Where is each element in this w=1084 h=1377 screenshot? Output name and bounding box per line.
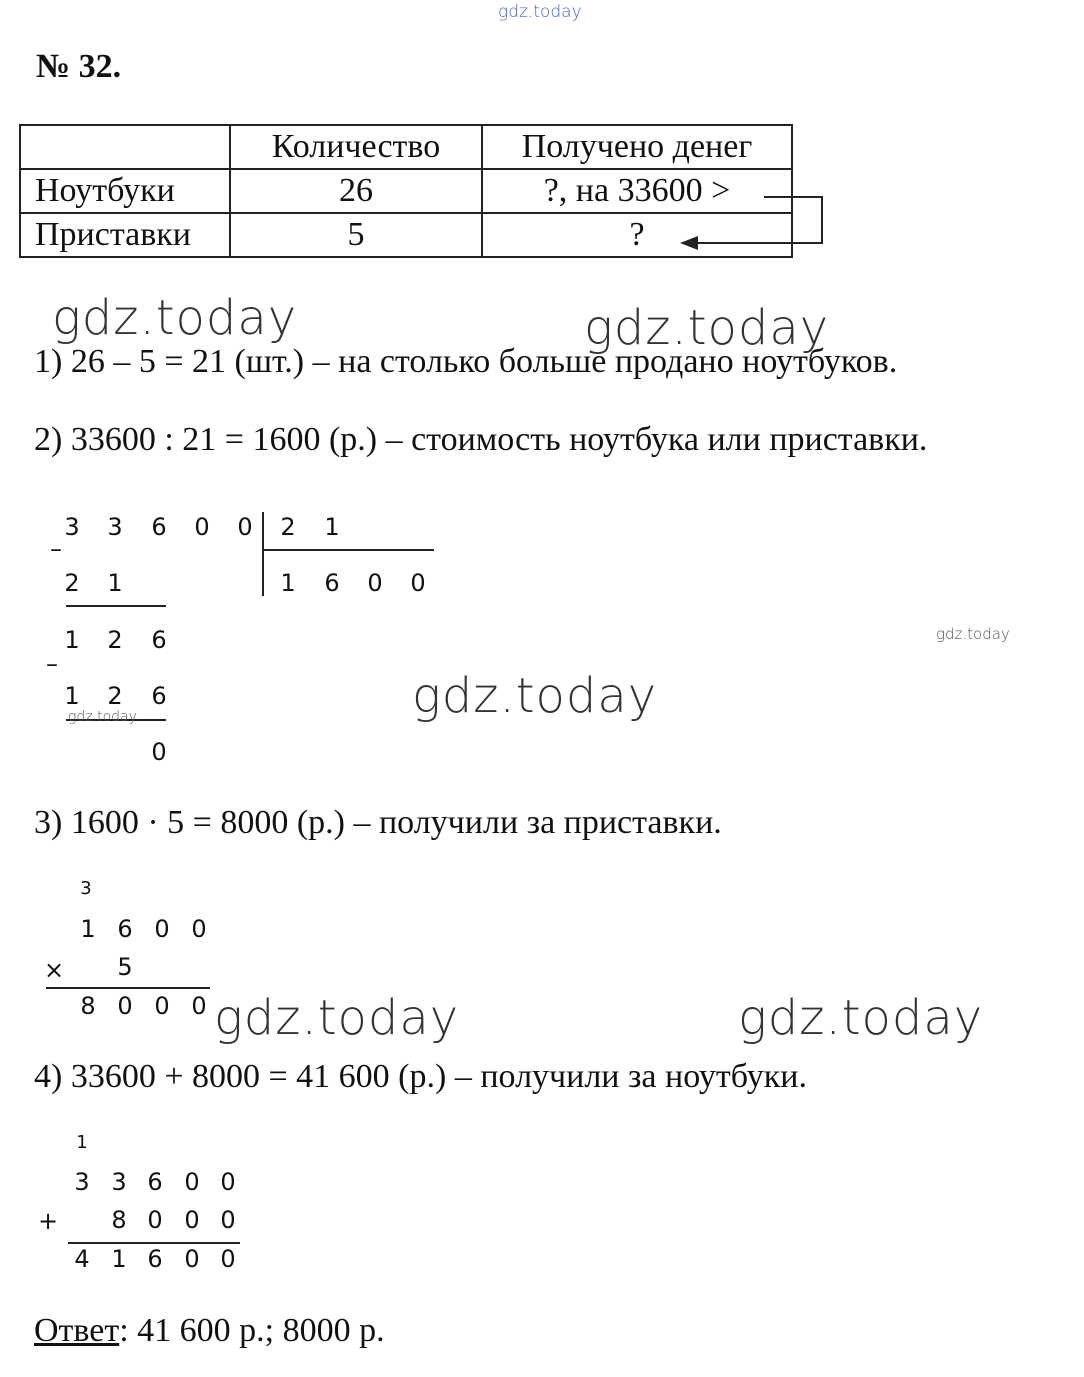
watermark: gdz.today (584, 300, 830, 356)
problem-number: № 32. (36, 48, 122, 85)
table-header-cell: Количество (230, 125, 482, 169)
table-cell: ?, на 33600 > (482, 169, 792, 213)
minus-sign: – (50, 535, 62, 563)
watermark: gdz.today (214, 990, 460, 1046)
digit: 8 (80, 992, 96, 1020)
minus-sign: – (46, 650, 58, 678)
digit: 8 (111, 1206, 127, 1234)
digit: 0 (410, 569, 426, 597)
digit: 6 (147, 1245, 163, 1273)
table-header-row (20, 125, 792, 169)
table-cell: 5 (230, 213, 482, 257)
solution-step-2: 2) 33600 : 21 = 1600 (р.) – стоимость ноутбука или приставки. (34, 421, 928, 458)
digit: 2 (107, 626, 123, 654)
digit: 6 (151, 682, 167, 710)
digit: 0 (147, 1206, 163, 1234)
table-cell: 26 (230, 169, 482, 213)
result-line (68, 1242, 240, 1244)
digit: 0 (154, 915, 170, 943)
digit: 4 (74, 1245, 90, 1273)
watermark: gdz.today (738, 990, 984, 1046)
plus-sign: + (37, 1207, 59, 1235)
table-cell: Ноутбуки (20, 169, 230, 213)
carry-digit: 3 (80, 878, 92, 899)
digit: 1 (64, 682, 80, 710)
digit: 0 (151, 738, 167, 766)
watermark: gdz.today (412, 668, 658, 724)
digit: 2 (64, 569, 80, 597)
digit: 1 (80, 915, 96, 943)
answer (34, 1312, 385, 1350)
table-cell: ? (482, 213, 792, 257)
digit: 0 (117, 992, 133, 1020)
watermark: gdz.today (936, 625, 1010, 643)
digit: 0 (194, 513, 210, 541)
solution-step-3: 3) 1600 · 5 = 8000 (р.) – получили за приставки. (34, 804, 722, 841)
digit: 1 (280, 569, 296, 597)
table-header-cell: Получено денег (482, 125, 792, 169)
division-bar (262, 512, 264, 596)
digit: 0 (154, 992, 170, 1020)
multiply-sign: × (43, 956, 65, 984)
digit: 1 (107, 569, 123, 597)
watermark: gdz.today (52, 290, 298, 346)
digit: 1 (324, 513, 340, 541)
solution-step-4: 4) 33600 + 8000 = 41 600 (р.) – получили за ноутбуки. (34, 1058, 807, 1095)
answer-label: Ответ (34, 1312, 120, 1349)
answer-text: : 41 600 р.; 8000 р. (119, 1312, 385, 1349)
table-header-cell (20, 125, 230, 169)
result-line (46, 987, 210, 989)
digit: 0 (367, 569, 383, 597)
divisor-line (262, 549, 434, 551)
digit: 6 (147, 1168, 163, 1196)
table-cell: Приставки (20, 213, 230, 257)
digit: 6 (117, 915, 133, 943)
digit: 6 (151, 626, 167, 654)
digit: 0 (220, 1168, 236, 1196)
watermark: gdz.today (68, 709, 137, 725)
digit: 0 (191, 992, 207, 1020)
digit: 0 (184, 1245, 200, 1273)
digit: 2 (107, 682, 123, 710)
digit: 0 (184, 1206, 200, 1234)
digit: 1 (111, 1245, 127, 1273)
solution-step-1: 1) 26 – 5 = 21 (шт.) – на столько больше продано ноутбуков. (34, 343, 898, 380)
digit: 3 (74, 1168, 90, 1196)
digit: 0 (191, 915, 207, 943)
carry-digit: 1 (76, 1132, 88, 1153)
digit: 3 (64, 513, 80, 541)
digit: 0 (220, 1245, 236, 1273)
digit: 2 (280, 513, 296, 541)
digit: 3 (107, 513, 123, 541)
digit: 3 (111, 1168, 127, 1196)
digit: 1 (64, 626, 80, 654)
digit: 6 (151, 513, 167, 541)
watermark-top: gdz.today (498, 2, 582, 22)
comparison-arrow (670, 180, 840, 260)
subtract-line (66, 605, 166, 607)
digit: 0 (184, 1168, 200, 1196)
digit: 0 (220, 1206, 236, 1234)
digit: 6 (324, 569, 340, 597)
digit: 5 (117, 953, 133, 981)
digit: 0 (237, 513, 253, 541)
